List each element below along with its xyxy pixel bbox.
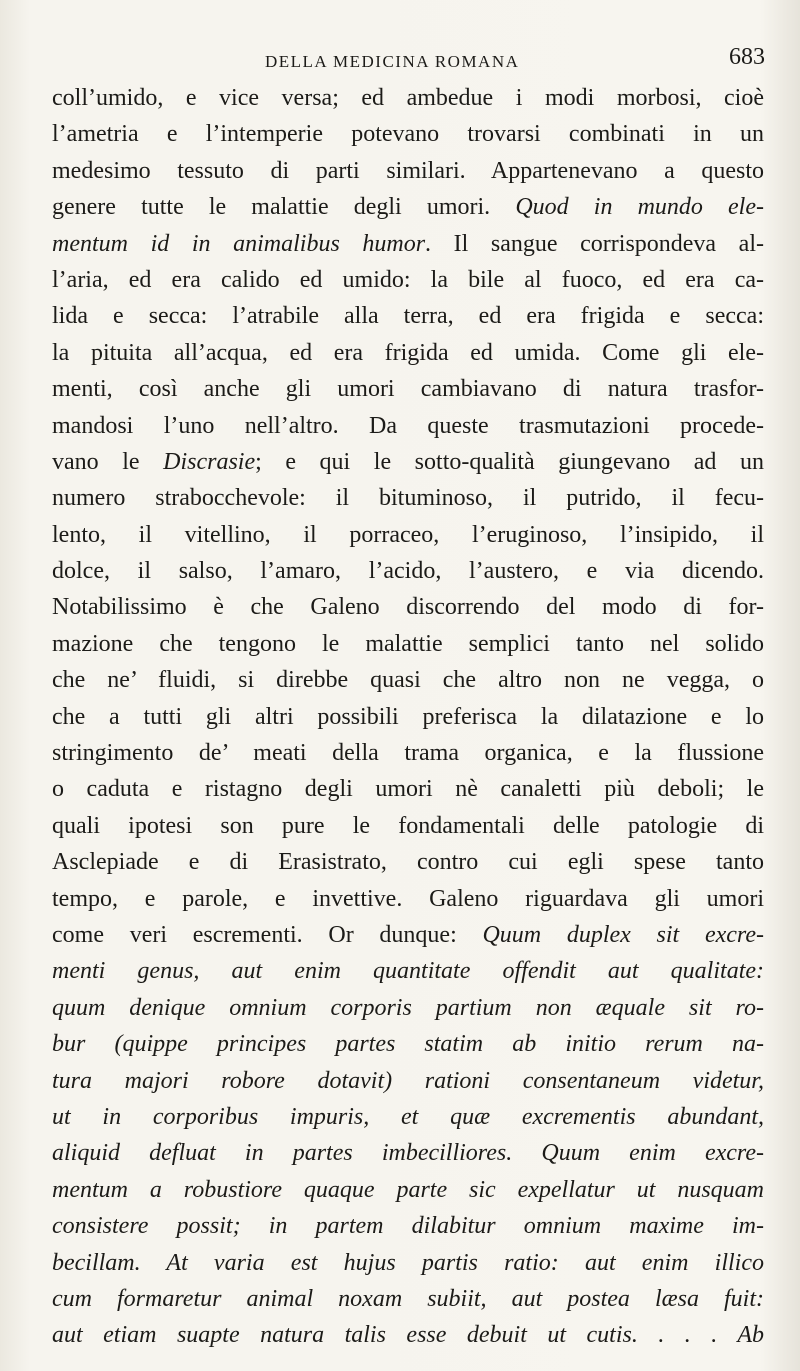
text-line xyxy=(52,953,764,989)
text-line xyxy=(52,1245,764,1281)
text-line xyxy=(52,699,764,735)
text-line xyxy=(52,371,764,407)
text-segment: dolce, il salso, l’amaro, l’acido, l’austero, e via dicendo. xyxy=(52,558,764,585)
text-segment: menti, così anche gli umori cambiavano di natura trasfor- xyxy=(52,376,764,403)
text-segment: Notabilissimo è che Galeno discorrendo del modo di for- xyxy=(52,594,764,621)
italic-segment: consistere possit; in partem dilabitur omnium maxime im- xyxy=(52,1213,764,1240)
text-line xyxy=(52,1026,764,1062)
text-line xyxy=(52,1063,764,1099)
text-segment: ; e qui le sotto-qualità giungevano ad un xyxy=(255,448,764,475)
running-head: DELLA MEDICINA ROMANA xyxy=(265,52,520,71)
italic-segment: menti genus, aut enim quantitate offendit aut qualitate: xyxy=(52,958,764,985)
text-line xyxy=(52,298,764,334)
text-line xyxy=(52,1317,764,1353)
text-segment: la pituita all’acqua, ed era frigida ed umida. Come gli ele- xyxy=(52,339,764,366)
text-line xyxy=(52,153,764,189)
text-segment: quali ipotesi son pure le fondamentali delle patologie di xyxy=(52,812,764,839)
italic-segment: aut etiam suapte natura talis esse debuit ut cutis. . . . Ab xyxy=(52,1322,764,1349)
text-segment: che a tutti gli altri possibili preferisca la dilatazione e lo xyxy=(52,703,764,730)
text-segment: numero strabocchevole: il bituminoso, il putrido, il fecu- xyxy=(52,485,764,512)
text-line xyxy=(52,1208,764,1244)
text-line xyxy=(52,335,764,371)
text-line xyxy=(52,553,764,589)
italic-segment: aliquid defluat in partes imbecilliores. Quum enim excre- xyxy=(52,1140,764,1167)
text-segment: lida e secca: l’atrabile alla terra, ed era frigida e secca: xyxy=(52,303,764,330)
text-line xyxy=(52,735,764,771)
text-line xyxy=(52,444,764,480)
text-segment: mazione che tengono le malattie semplici tanto nel solido xyxy=(52,630,764,657)
text-segment: stringimento de’ meati della trama organica, e la flussione xyxy=(52,740,764,767)
text-line xyxy=(52,881,764,917)
text-line xyxy=(52,116,764,152)
italic-segment: cum formaretur animal noxam subiit, aut postea læsa fuit: xyxy=(52,1285,764,1312)
text-segment: genere tutte le malattie degli umori. xyxy=(52,194,516,221)
text-segment: che ne’ fluidi, si direbbe quasi che altro non ne vegga, o xyxy=(52,667,764,694)
text-line xyxy=(52,990,764,1026)
body-text xyxy=(52,80,764,1354)
italic-segment: Discrasie xyxy=(163,448,256,475)
text-line xyxy=(52,262,764,298)
text-segment: coll’umido, e vice versa; ed ambedue i modi morbosi, cioè xyxy=(52,85,764,111)
text-line xyxy=(52,808,764,844)
text-line xyxy=(52,662,764,698)
text-line xyxy=(52,1281,764,1317)
text-segment: Asclepiade e di Erasistrato, contro cui egli spese tanto xyxy=(52,849,764,876)
italic-segment: mentum a robustiore quaque parte sic expellatur ut nusquam xyxy=(52,1176,764,1203)
text-segment: o caduta e ristagno degli umori nè canaletti più deboli; le xyxy=(52,776,764,803)
italic-segment: mentum id in animalibus humor xyxy=(52,230,426,257)
italic-segment: ut in corporibus impuris, et quæ excrementis abundant, xyxy=(52,1103,764,1130)
text-line xyxy=(52,408,764,444)
text-segment: medesimo tessuto di parti similari. Appartenevano a questo xyxy=(52,157,764,184)
text-segment: vano le xyxy=(52,448,164,475)
italic-segment: Quod in mundo ele- xyxy=(515,194,764,221)
text-line xyxy=(52,771,764,807)
text-segment: come veri escrementi. Or dunque: xyxy=(52,921,483,948)
text-segment: tempo, e parole, e invettive. Galeno riguardava gli umori xyxy=(52,885,764,912)
italic-segment: bur (quippe principes partes statim ab initio rerum na- xyxy=(52,1031,764,1058)
text-line xyxy=(52,1135,764,1171)
text-line xyxy=(52,1172,764,1208)
text-line xyxy=(52,80,764,116)
italic-segment: tura majori robore dotavit) rationi consentaneum videtur, xyxy=(52,1067,764,1094)
text-line xyxy=(52,589,764,625)
page-number: 683 xyxy=(729,44,765,70)
text-segment: l’aria, ed era calido ed umido: la bile al fuoco, ed era ca- xyxy=(52,266,764,293)
text-segment: mandosi l’uno nell’altro. Da queste trasmutazioni procede- xyxy=(52,412,764,439)
italic-segment: becillam. At varia est hujus partis ratio: aut enim illico xyxy=(52,1249,764,1276)
text-line xyxy=(52,189,764,225)
italic-segment: Quum duplex sit excre- xyxy=(482,921,764,948)
text-line xyxy=(52,844,764,880)
text-segment: lento, il vitellino, il porraceo, l’eruginoso, l’insipido, il xyxy=(52,521,764,548)
text-line xyxy=(52,226,764,262)
text-segment: l’ametria e l’intemperie potevano trovarsi combinati in un xyxy=(52,121,764,148)
text-line xyxy=(52,480,764,516)
italic-segment: quum denique omnium corporis partium non æquale sit ro- xyxy=(52,994,764,1021)
text-segment: . Il sangue corrispondeva al- xyxy=(425,230,764,257)
text-line xyxy=(52,1099,764,1135)
page-header xyxy=(50,44,765,84)
text-line xyxy=(52,517,764,553)
text-line xyxy=(52,917,764,953)
text-line xyxy=(52,626,764,662)
